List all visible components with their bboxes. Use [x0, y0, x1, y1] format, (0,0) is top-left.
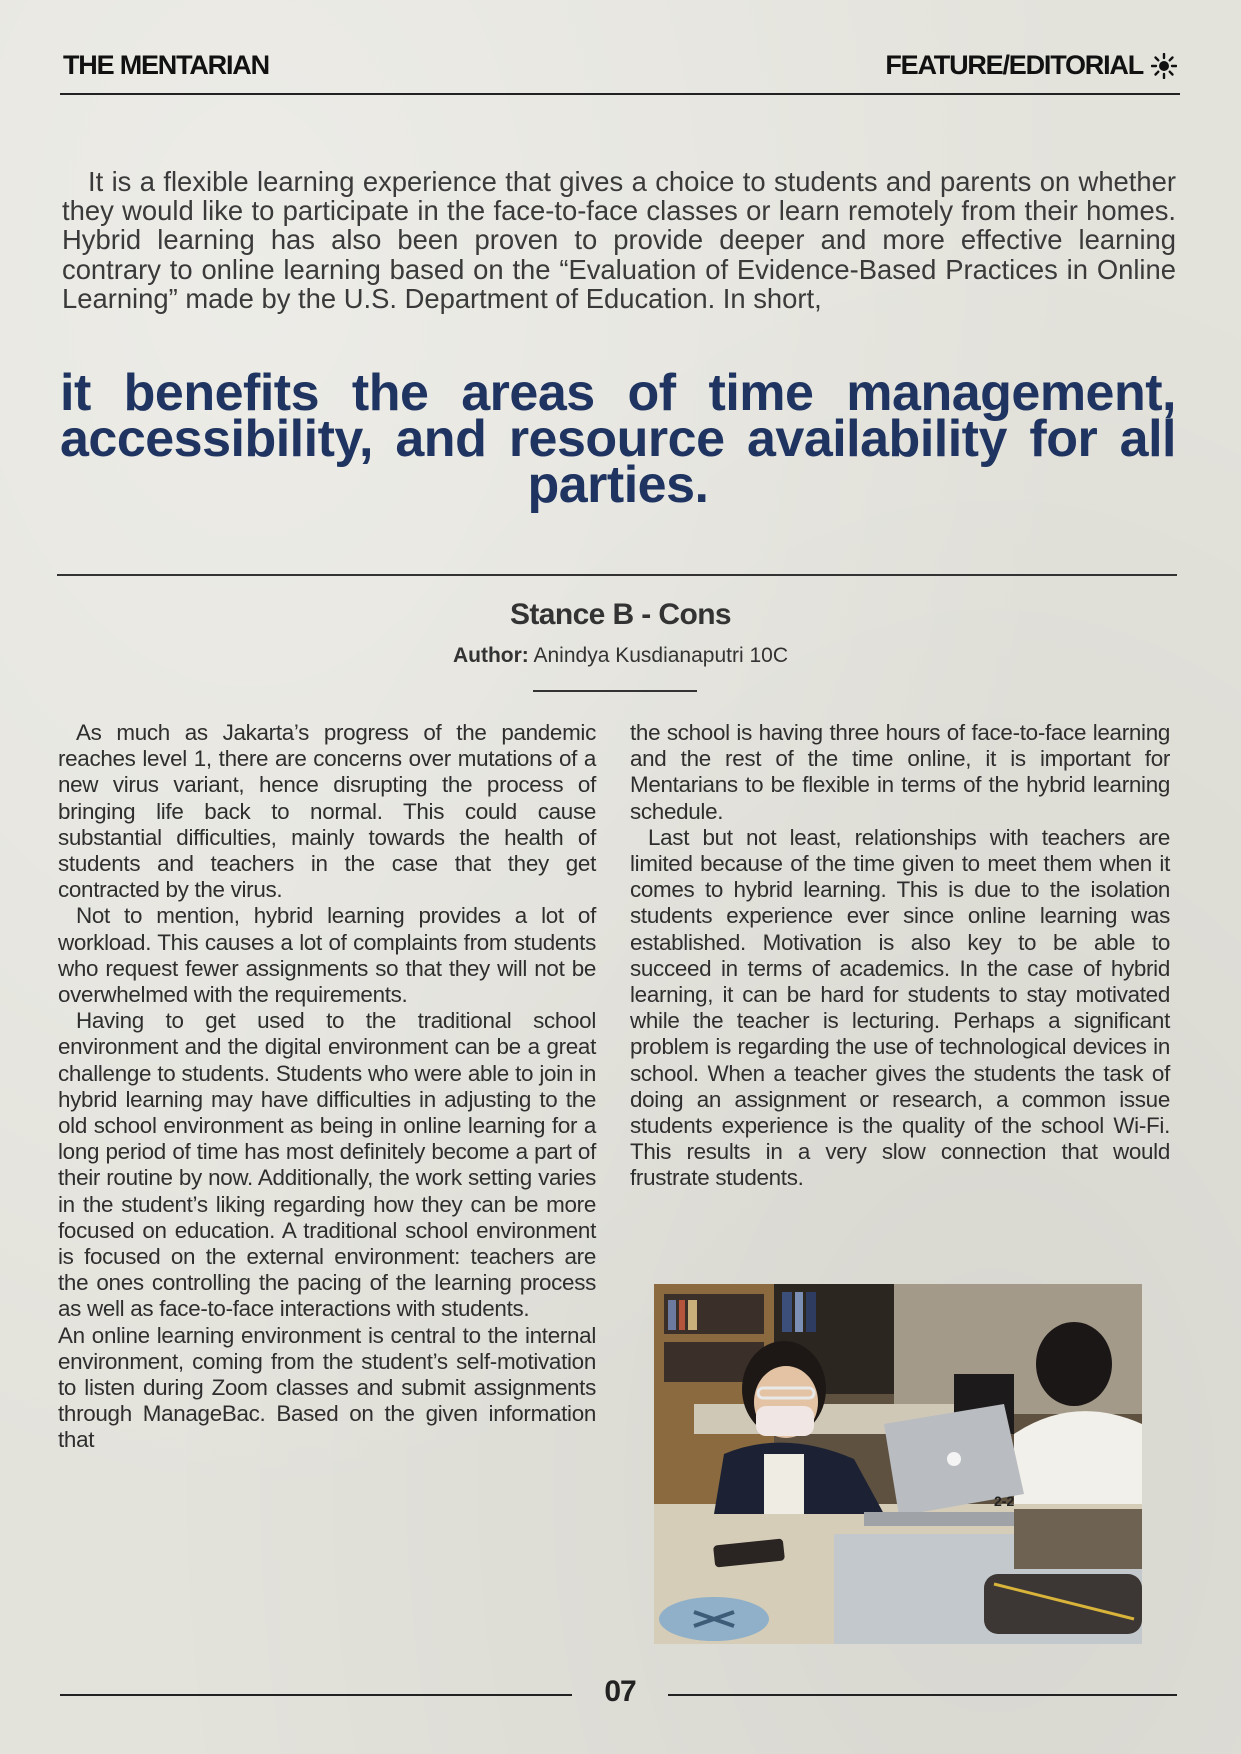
- author-line: [0, 644, 1241, 668]
- section-label: [885, 50, 1177, 81]
- article-column-right: [630, 720, 1170, 1192]
- title-underline: [533, 690, 697, 692]
- header-divider: [60, 93, 1180, 95]
- author-name: Anindya Kusdianaputri 10C: [533, 644, 788, 667]
- intro-paragraph: It is a flexible learning experience that gives a choice to students and parents on whether they would like to participate in the face-to-face classes or learn remotely from their homes. Hybrid learning has also been proven to provide deeper and more effective learning contrary to online learning based on the “Evaluation of Evidence-Based Practices in Online Learning” made by the U.S. Department of Education. In short,: [62, 166, 1176, 314]
- article-paragraph: Having to get used to the traditional school environment and the digital environment can be a great challenge to students. Students who were able to join in hybrid learning may have difficulties in adjusting to the old school environment as being in online learning for a long period of time has most definitely become a part of their routine by now. Additionally, the work setting varies in the student’s liking regarding how they can be more focused on education. A traditional school environment is focused on the external environment: teachers are the ones controlling the pacing of the learning process as well as face-to-face interactions with students.: [58, 1008, 596, 1322]
- article-paragraph: Not to mention, hybrid learning provides a lot of workload. This causes a lot of complaints from students who request fewer assignments so that they will not be overwhelmed with the requirements.: [58, 903, 596, 1008]
- publication-name: THE MENTARIAN: [63, 50, 269, 80]
- sun-icon: [1151, 53, 1177, 79]
- article-paragraph: the school is having three hours of face-to-face learning and the rest of the time online, it is important for Mentarians to be flexible in terms of the hybrid learning schedule.: [630, 720, 1170, 824]
- article-paragraph: As much as Jakarta’s progress of the pandemic reaches level 1, there are concerns over mutations of a new virus variant, hence disrupting the process of bringing life back to normal. This could cause substantial difficulties, mainly towards the health of students and teachers in the case that they get contracted by the virus.: [58, 720, 596, 903]
- section-title: FEATURE/EDITORIAL: [885, 50, 1143, 80]
- desk-tag: 2-2: [994, 1493, 1015, 1509]
- author-label: Author:: [452, 644, 529, 667]
- classroom-photo: [654, 1284, 1142, 1644]
- article-column-left: [58, 720, 596, 1454]
- article-paragraph: An online learning environment is central to the internal environment, coming from the student’s self-motivation to listen during Zoom classes and submit assignments through ManageBac. Based on the given information that: [58, 1322, 596, 1453]
- page-number: 07: [604, 1675, 636, 1708]
- footer-divider-right: [668, 1694, 1177, 1696]
- pull-quote: it benefits the areas of time management, accessibility, and resource availability for all parties.: [60, 364, 1176, 514]
- footer-divider-left: [60, 1694, 572, 1696]
- section-divider: [57, 574, 1177, 576]
- stance-title: Stance B - Cons: [509, 598, 732, 631]
- article-paragraph: Last but not least, relationships with teachers are limited because of the time given to meet them when it comes to hybrid learning. This is due to the isolation students experience ever since online learning was established. Motivation is also key to be able to succeed in terms of academics. In the case of hybrid learning, it can be hard for students to stay motivated while the teacher is lecturing. Perhaps a significant problem is regarding the use of technological devices in school. When a teacher gives the students the task of doing an assignment or research, a common issue students experience is the quality of the school Wi-Fi. This results in a very slow connection that would frustrate students.: [630, 824, 1170, 1191]
